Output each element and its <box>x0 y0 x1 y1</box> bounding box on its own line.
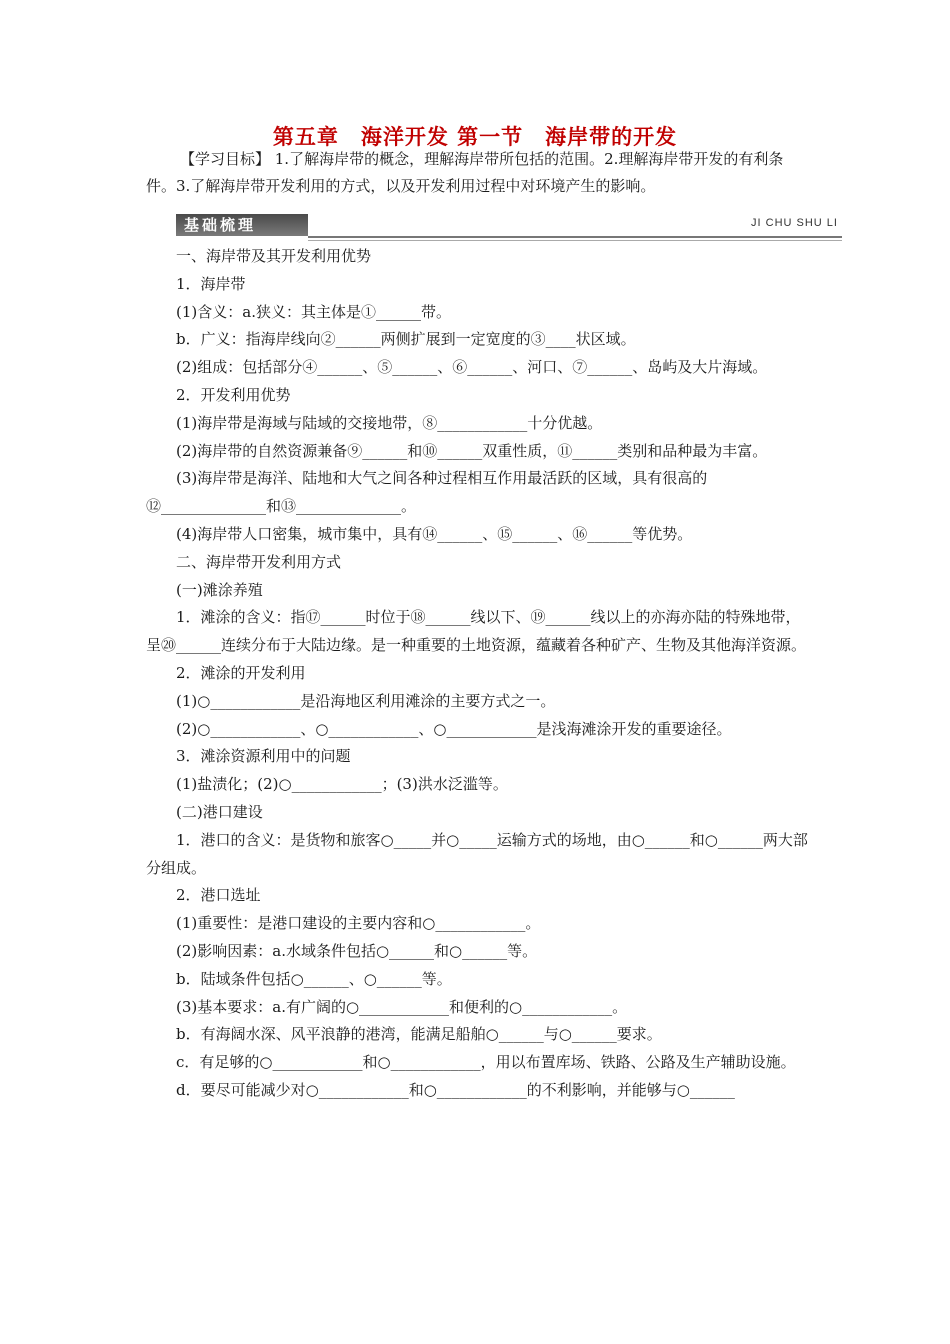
text-line: (1)重要性：是港口建设的主要内容和○____________。 <box>176 914 541 933</box>
text-line: (2)影响因素：a.水域条件包括○______和○______等。 <box>176 941 538 960</box>
text-line: (2)组成：包括部分④______、⑤______、⑥______、河口、⑦______、岛屿及大片海域。 <box>176 358 768 377</box>
text-line: (1)○____________是沿海地区利用滩涂的主要方式之一。 <box>176 691 556 710</box>
text-line: (1)海岸带是海域与陆域的交接地带，⑧____________十分优越。 <box>176 413 603 432</box>
text-line: (一)滩涂养殖 <box>176 580 263 599</box>
text-line: 2．滩涂的开发利用 <box>176 663 306 682</box>
text-line: b．有海阔水深、风平浪静的港湾，能满足船舶○______与○______要求。 <box>176 1025 662 1044</box>
text-line: (二)港口建设 <box>176 802 263 821</box>
text-line: 1．海岸带 <box>176 274 246 293</box>
text-line: 1．滩涂的含义：指⑰______时位于⑱______线以下、⑲______线以上的亦海亦陆的特殊地带，呈⑳______连续分布于大陆边缘。是一种重要的土地资源，蕴藏着各种矿产、生物及其他海洋资源。 <box>146 608 807 655</box>
text-line: b．广义：指海岸线向②______两侧扩展到一定宽度的③____状区域。 <box>176 330 636 349</box>
text-line: (3)基本要求：a.有广阔的○____________和便利的○____________。 <box>176 997 628 1016</box>
section-rule <box>308 236 842 238</box>
text-line: 3．滩涂资源利用中的问题 <box>176 747 351 766</box>
text-line: c．有足够的○____________和○____________，用以布置库场、铁路、公路及生产辅助设施。 <box>176 1053 796 1072</box>
section-pinyin: JI CHU SHU LI <box>751 217 838 229</box>
text-line: 二、海岸带开发利用方式 <box>176 552 342 571</box>
text-line: 1．港口的含义：是货物和旅客○_____并○_____运输方式的场地，由○______和○______两大部分组成。 <box>146 830 808 877</box>
section-rule-thin <box>308 240 842 241</box>
text-line: (1)盐渍化；(2)○____________；(3)洪水泛滥等。 <box>176 775 508 794</box>
text-line: (4)海岸带人口密集，城市集中，具有⑭______、⑮______、⑯______等优势。 <box>176 524 693 543</box>
text-line: 2．港口选址 <box>176 886 261 905</box>
text-line: 2．开发利用优势 <box>176 385 291 404</box>
text-line: (1)含义：a.狭义：其主体是①______带。 <box>176 302 451 321</box>
section-label: 基础梳理 <box>176 214 308 236</box>
learning-objectives: 【学习目标】 1.了解海岸带的概念，理解海岸带所包括的范围。2.理解海岸带开发的有利条件。3.了解海岸带开发利用的方式，以及开发利用过程中对环境产生的影响。 <box>146 150 784 195</box>
section-header <box>176 214 842 238</box>
text-line: 一、海岸带及其开发利用优势 <box>176 247 372 265</box>
text-line: (2)海岸带的自然资源兼备⑨______和⑩______双重性质，⑪______类别和品种最为丰富。 <box>176 441 768 460</box>
text-line: b．陆域条件包括○______、○______等。 <box>176 969 452 988</box>
page-title: 第五章 海洋开发 第一节 海岸带的开发 <box>272 125 678 149</box>
text-line: (2)○____________、○____________、○____________是浅海滩涂开发的重要途径。 <box>176 719 732 738</box>
text-line: d．要尽可能减少对○____________和○____________的不利影响，并能够与○______ <box>176 1080 735 1099</box>
body-text <box>146 243 810 1105</box>
text-line: (3)海岸带是海洋、陆地和大气之间各种过程相互作用最活跃的区域，具有很高的⑫______________和⑬______________。 <box>146 469 708 516</box>
